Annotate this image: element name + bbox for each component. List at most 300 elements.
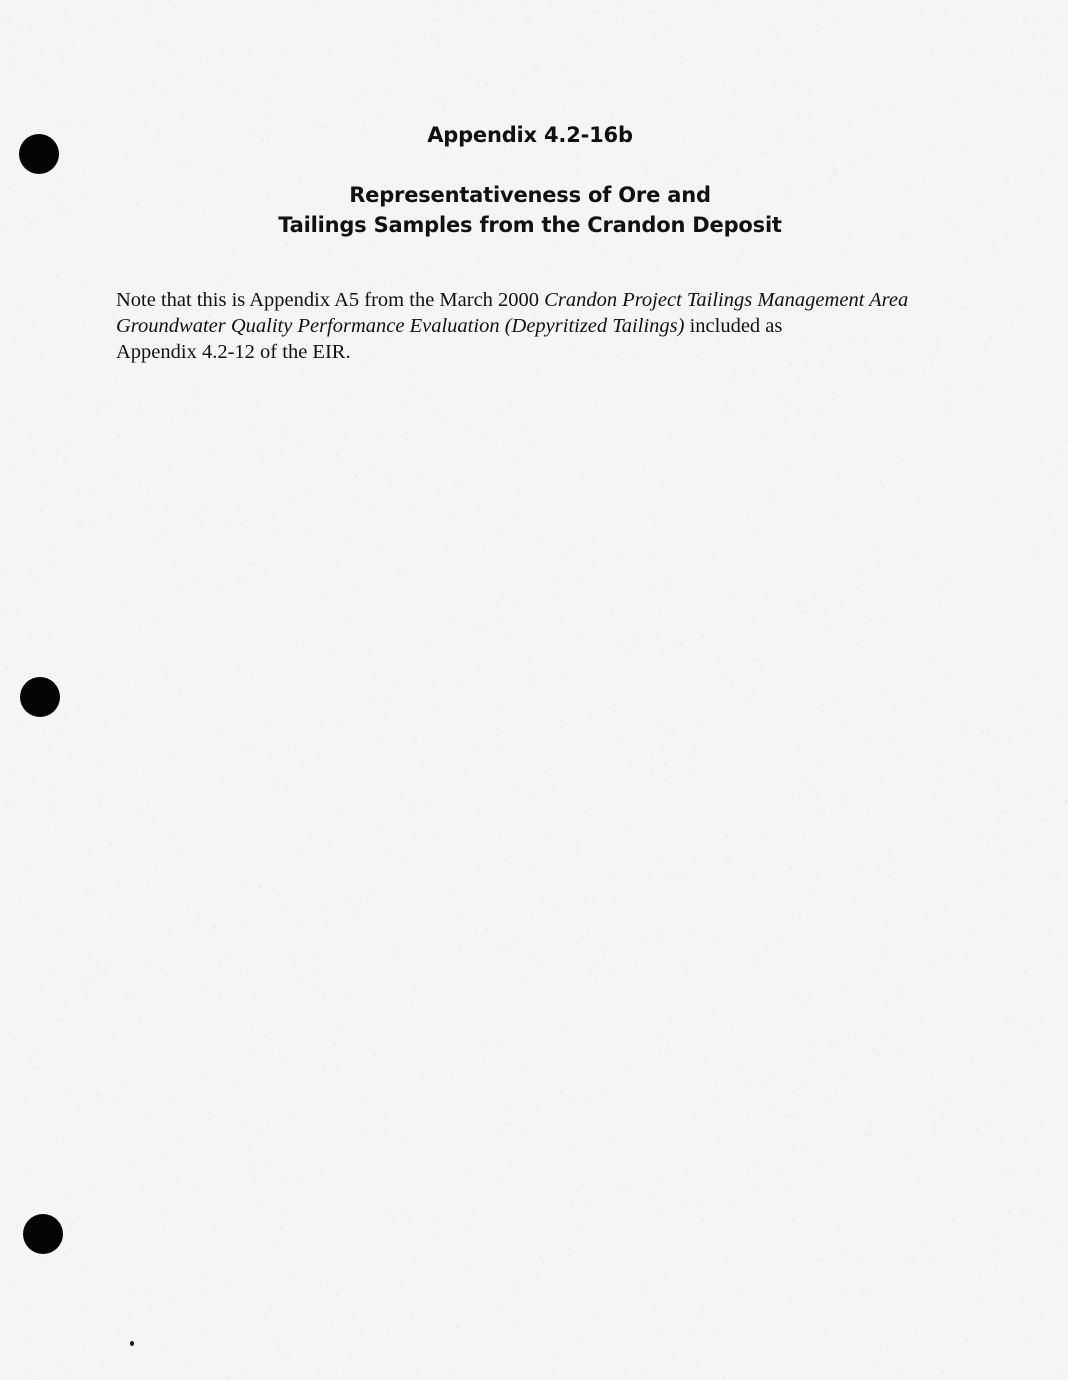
scan-speckle <box>1016 1117 1017 1118</box>
scan-speckle <box>443 106 444 107</box>
scan-speckle <box>406 1137 407 1138</box>
scan-speckle <box>805 795 806 796</box>
scan-speckle <box>996 818 998 820</box>
scan-speckle <box>765 916 766 917</box>
scan-speckle <box>251 1167 253 1169</box>
scan-speckle <box>140 1347 141 1348</box>
scan-speckle <box>393 1217 394 1218</box>
scan-speckle <box>236 508 237 509</box>
scan-speckle <box>673 596 674 597</box>
scan-speckle <box>225 1151 226 1152</box>
scan-speckle <box>1065 34 1066 35</box>
scan-speckle <box>6 667 7 668</box>
scan-speckle <box>512 943 513 944</box>
scan-speckle <box>93 891 94 892</box>
scan-speckle <box>245 1375 246 1376</box>
scan-speckle <box>1049 934 1050 935</box>
scan-speckle <box>206 986 207 987</box>
scan-speckle <box>454 57 455 58</box>
scan-speckle <box>471 1156 472 1157</box>
scan-speckle <box>459 949 460 950</box>
scan-speckle <box>965 955 966 956</box>
scan-speckle <box>567 554 568 555</box>
scan-speckle <box>92 525 93 526</box>
scan-speckle <box>208 1118 209 1119</box>
scan-speckle <box>867 1132 869 1134</box>
scan-speckle <box>979 1277 980 1278</box>
scan-speckle <box>783 31 784 32</box>
scan-speckle <box>93 1188 94 1189</box>
scan-speckle <box>467 1225 468 1226</box>
scan-speckle <box>678 583 679 584</box>
scan-speckle <box>895 368 897 370</box>
scan-speckle <box>641 1373 642 1374</box>
scan-speckle <box>798 1073 799 1074</box>
scan-speckle <box>991 1127 992 1128</box>
scan-speckle <box>579 1343 580 1344</box>
scan-speckle <box>890 951 891 952</box>
scan-speckle <box>586 247 587 248</box>
scan-speckle <box>259 484 260 485</box>
scan-speckle <box>946 908 947 909</box>
scan-speckle <box>870 1126 871 1127</box>
scan-speckle <box>596 11 597 12</box>
scan-speckle <box>220 890 221 891</box>
scan-speckle <box>979 884 980 885</box>
scan-speckle <box>933 715 934 716</box>
scan-speckle <box>530 656 532 658</box>
scan-speckle <box>102 1363 103 1364</box>
scan-speckle <box>282 1058 283 1059</box>
scan-speckle <box>733 614 734 615</box>
scan-speckle <box>794 1092 795 1093</box>
scan-speckle <box>585 812 586 813</box>
scan-speckle <box>27 1086 28 1087</box>
scan-speckle <box>96 767 97 768</box>
scan-speckle <box>548 15 549 16</box>
scan-speckle <box>760 1127 761 1128</box>
scan-speckle <box>62 177 63 178</box>
scan-speckle <box>900 628 901 629</box>
scan-speckle <box>541 1289 542 1290</box>
scan-speckle <box>224 607 225 608</box>
scan-speckle <box>185 1366 186 1367</box>
scan-speckle <box>833 37 834 38</box>
scan-speckle <box>388 1256 389 1257</box>
scan-speckle <box>401 792 402 793</box>
document-title-line-1: Representativeness of Ore and <box>349 183 711 207</box>
scan-speckle <box>521 1068 522 1069</box>
scan-speckle <box>71 1049 72 1050</box>
scan-speckle <box>943 139 944 140</box>
scan-speckle <box>1043 38 1044 39</box>
scan-speckle <box>1060 466 1061 467</box>
scan-speckle <box>321 1175 322 1176</box>
scan-speckle <box>373 676 374 677</box>
scan-speckle <box>289 747 290 748</box>
scan-speckle <box>676 831 677 832</box>
scan-speckle <box>626 852 627 853</box>
scan-speckle <box>481 63 482 64</box>
scan-speckle <box>148 1179 149 1180</box>
scan-speckle <box>726 1255 727 1256</box>
scan-speckle <box>819 440 820 441</box>
scan-speckle <box>1038 679 1039 680</box>
scan-speckle <box>13 63 14 64</box>
scan-speckle <box>259 886 261 888</box>
scan-speckle <box>1028 1025 1029 1026</box>
scan-speckle <box>800 1007 802 1009</box>
scan-speckle <box>847 793 848 794</box>
scan-speckle <box>453 621 454 622</box>
scan-speckle <box>770 795 771 796</box>
scan-speckle <box>337 814 338 815</box>
scan-speckle <box>786 1191 787 1192</box>
scan-speckle <box>384 1208 385 1209</box>
scan-speckle <box>279 1051 280 1052</box>
scan-speckle <box>891 110 892 111</box>
scan-speckle <box>889 855 891 857</box>
scan-speckle <box>328 409 329 410</box>
scan-speckle <box>576 638 577 639</box>
scan-speckle <box>666 992 667 993</box>
scan-speckle <box>212 934 213 935</box>
scan-speckle <box>669 1006 670 1007</box>
scan-speckle <box>911 1256 912 1257</box>
scan-speckle <box>385 283 386 284</box>
scan-speckle <box>357 270 358 271</box>
scan-speckle <box>582 1184 583 1185</box>
scan-speckle <box>313 2 314 3</box>
scan-speckle <box>685 1339 686 1340</box>
scan-speckle <box>336 462 337 463</box>
scan-speckle <box>664 779 665 780</box>
scan-speckle <box>969 654 970 655</box>
scan-speckle <box>167 279 168 280</box>
scan-speckle <box>281 431 283 433</box>
scan-speckle <box>758 1209 759 1210</box>
scan-speckle <box>634 1120 635 1121</box>
scan-speckle <box>512 958 513 959</box>
scan-speckle <box>234 1196 235 1197</box>
scan-speckle <box>95 488 96 489</box>
scan-speckle <box>56 274 58 276</box>
scan-speckle <box>496 1041 497 1042</box>
scan-speckle <box>847 804 848 805</box>
scan-speckle <box>331 57 332 58</box>
scan-speckle <box>797 412 798 413</box>
scan-speckle <box>507 776 508 777</box>
scan-speckle <box>117 1096 118 1097</box>
scan-speckle <box>97 962 99 964</box>
scan-speckle <box>339 1029 340 1030</box>
scan-speckle <box>844 1015 845 1016</box>
scan-speckle <box>670 1022 671 1023</box>
scan-speckle <box>476 930 477 931</box>
scan-speckle <box>748 517 749 518</box>
scan-speckle <box>213 926 215 928</box>
scan-speckle <box>949 816 950 817</box>
scan-speckle <box>799 1295 800 1296</box>
scan-speckle <box>596 404 597 405</box>
scan-speckle <box>819 1166 820 1167</box>
scan-speckle <box>80 580 81 581</box>
scan-speckle <box>646 938 647 939</box>
scan-speckle <box>337 724 338 725</box>
scan-speckle <box>792 1145 793 1146</box>
scan-speckle <box>137 937 138 938</box>
scan-speckle <box>757 528 758 529</box>
scan-speckle <box>198 391 199 392</box>
scan-speckle <box>838 1041 839 1042</box>
scan-speckle <box>331 758 332 759</box>
scan-speckle <box>116 479 117 480</box>
scan-speckle <box>240 881 241 882</box>
scan-speckle <box>798 1312 799 1313</box>
scan-speckle <box>557 247 558 248</box>
scan-speckle <box>167 80 168 81</box>
scan-speckle <box>1001 1080 1003 1082</box>
scan-speckle <box>931 146 932 147</box>
scan-speckle <box>34 221 35 222</box>
scan-speckle <box>626 1191 628 1193</box>
scan-speckle <box>157 135 159 137</box>
scan-speckle <box>297 849 299 851</box>
scan-speckle <box>195 1376 196 1377</box>
scan-speckle <box>459 1325 460 1326</box>
scan-speckle <box>1028 796 1029 797</box>
scan-speckle <box>7 346 8 347</box>
scan-speckle <box>990 1052 991 1053</box>
scan-speckle <box>767 944 768 945</box>
scan-speckle <box>869 497 870 498</box>
scan-speckle <box>110 919 111 920</box>
scan-speckle <box>401 1285 403 1287</box>
scan-speckle <box>172 1375 173 1376</box>
scan-speckle <box>1041 493 1042 494</box>
scan-speckle <box>359 499 361 501</box>
scan-speckle <box>753 1161 754 1162</box>
scan-speckle <box>118 436 119 437</box>
scan-speckle <box>878 638 879 639</box>
scan-speckle <box>172 418 173 419</box>
scan-speckle <box>997 779 998 780</box>
scan-speckle <box>502 759 503 760</box>
scan-speckle <box>858 570 859 571</box>
scan-speckle <box>530 648 531 649</box>
scan-speckle <box>808 995 809 996</box>
scan-speckle <box>617 594 618 595</box>
scan-speckle <box>909 1156 910 1157</box>
scan-speckle <box>164 669 165 670</box>
scan-speckle <box>971 71 972 72</box>
scan-speckle <box>919 502 920 503</box>
scan-speckle <box>835 516 836 517</box>
scan-speckle <box>678 1328 679 1329</box>
scan-speckle <box>274 1247 275 1248</box>
scan-speckle <box>1007 134 1008 135</box>
scan-speckle <box>163 535 164 536</box>
scan-speckle <box>172 478 173 479</box>
scan-speckle <box>666 729 667 730</box>
scan-speckle <box>199 1191 200 1192</box>
scan-speckle <box>670 102 671 103</box>
scan-speckle <box>727 411 729 413</box>
scan-speckle <box>286 1183 287 1184</box>
scan-speckle <box>1014 288 1015 289</box>
scan-speckle <box>635 639 636 640</box>
scan-speckle <box>149 1310 150 1311</box>
scan-speckle <box>878 560 879 561</box>
scan-speckle <box>537 1107 538 1108</box>
scan-speckle <box>388 852 389 853</box>
scan-speckle <box>352 1187 353 1188</box>
scan-speckle <box>26 1171 27 1172</box>
scan-speckle <box>1050 1294 1051 1295</box>
scan-speckle <box>514 789 515 790</box>
scan-speckle <box>858 867 859 868</box>
scan-speckle <box>773 498 774 499</box>
scan-speckle <box>692 928 693 929</box>
scan-speckle <box>1020 665 1021 666</box>
scan-speckle <box>48 791 49 792</box>
scan-speckle <box>226 845 227 846</box>
scan-speckle <box>39 127 40 128</box>
scan-speckle <box>226 393 227 394</box>
scan-speckle <box>438 102 439 103</box>
scan-speckle <box>118 887 119 888</box>
scan-speckle <box>471 104 472 105</box>
scan-speckle <box>485 1042 486 1043</box>
scan-speckle <box>478 507 479 508</box>
scan-speckle <box>483 1063 484 1064</box>
scan-speckle <box>611 971 612 972</box>
scan-speckle <box>286 244 287 245</box>
scan-speckle <box>882 951 883 952</box>
scan-speckle <box>201 527 202 528</box>
scan-speckle <box>183 202 184 203</box>
scan-speckle <box>998 121 999 122</box>
scan-speckle <box>462 917 464 919</box>
scan-speckle <box>548 1 550 3</box>
scan-speckle <box>353 915 354 916</box>
scan-speckle <box>651 773 652 774</box>
scan-speckle <box>239 577 241 579</box>
scan-speckle <box>576 727 577 728</box>
scan-speckle <box>411 1005 412 1006</box>
scan-speckle <box>164 1227 165 1228</box>
scan-speckle <box>503 592 504 593</box>
scan-speckle <box>272 77 274 79</box>
scan-speckle <box>398 951 400 953</box>
scan-speckle <box>32 780 33 781</box>
scan-speckle <box>398 167 399 168</box>
scan-speckle <box>451 428 452 429</box>
scan-speckle <box>981 385 982 386</box>
scan-speckle <box>1006 177 1007 178</box>
scan-speckle <box>576 1144 577 1145</box>
scan-speckle <box>447 548 448 549</box>
scan-speckle <box>693 1281 694 1282</box>
scan-speckle <box>981 732 982 733</box>
scan-speckle <box>856 644 858 646</box>
scan-speckle <box>1018 95 1019 96</box>
scan-speckle <box>353 97 354 98</box>
scan-speckle <box>99 803 101 805</box>
scan-speckle <box>83 704 84 705</box>
scan-speckle <box>5 230 6 231</box>
scan-speckle <box>756 660 757 661</box>
scan-speckle <box>785 467 786 468</box>
scan-speckle <box>878 866 879 867</box>
scan-speckle <box>574 607 575 608</box>
scan-speckle <box>938 1226 939 1227</box>
scan-speckle <box>371 561 372 562</box>
scan-speckle <box>356 595 357 596</box>
scan-speckle <box>152 1372 153 1373</box>
scan-speckle <box>182 1142 183 1143</box>
scan-speckle <box>513 473 514 474</box>
scan-speckle <box>121 753 122 754</box>
scan-speckle <box>797 113 798 114</box>
scan-speckle <box>45 130 46 131</box>
scan-speckle <box>378 831 379 832</box>
scan-speckle <box>284 906 286 908</box>
scan-speckle <box>496 445 497 446</box>
scan-speckle <box>495 1088 496 1089</box>
scan-speckle <box>679 872 680 873</box>
scan-speckle <box>514 94 516 96</box>
scan-speckle <box>833 162 834 163</box>
scan-speckle <box>226 1378 227 1379</box>
scan-speckle <box>139 910 140 911</box>
scan-speckle <box>220 86 221 87</box>
scan-speckle <box>476 744 478 746</box>
scan-speckle <box>335 521 336 522</box>
scan-speckle <box>396 1197 397 1198</box>
scan-speckle <box>725 403 726 404</box>
scan-speckle <box>293 1228 294 1229</box>
scan-speckle <box>409 1219 410 1220</box>
scan-speckle <box>262 1201 263 1202</box>
scan-speckle <box>394 680 395 681</box>
scan-speckle <box>203 42 204 43</box>
scan-speckle <box>788 1115 789 1116</box>
scan-speckle <box>604 67 605 68</box>
scan-speckle <box>661 481 662 482</box>
scan-speckle <box>596 981 597 982</box>
scan-speckle <box>33 1210 34 1211</box>
scan-speckle <box>693 751 694 752</box>
scan-speckle <box>664 763 665 764</box>
scan-speckle <box>787 50 788 51</box>
note-line-3: Appendix 4.2-12 of the EIR. <box>116 341 351 363</box>
scan-speckle <box>771 488 772 489</box>
scan-speckle <box>109 916 110 917</box>
scan-speckle <box>467 1313 468 1314</box>
scan-speckle <box>42 986 44 988</box>
scan-speckle <box>85 458 86 459</box>
scan-speckle <box>587 931 588 932</box>
scan-speckle <box>930 1108 931 1109</box>
scan-speckle <box>501 708 502 709</box>
scan-speckle <box>816 877 817 878</box>
scan-speckle <box>167 506 168 507</box>
scan-speckle <box>837 1224 838 1225</box>
scan-speckle <box>870 1133 872 1135</box>
scan-speckle <box>824 488 825 489</box>
scan-speckle <box>147 493 148 494</box>
